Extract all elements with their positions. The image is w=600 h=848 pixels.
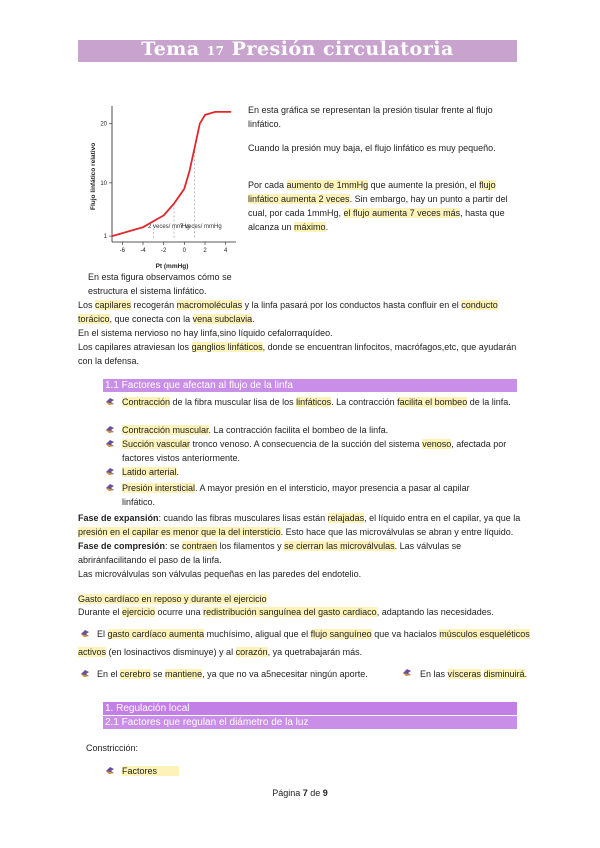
hand-bullet-icon (105, 397, 115, 406)
right-para-3: Por cada aumento de 1mmHg que aumente la presión, el flujo linfático aumenta 2 veces. Sin embargo, hay un punto a partir del cual, por cada 1mmHg, el flujo aumenta 7 veces más, hasta que alcanza un máximo. (248, 180, 508, 232)
factor-item: Contracción de la fibra muscular lisa de los linfáticos. La contracción facilita el bombeo de la linfa. (122, 397, 511, 407)
lymph-flow-chart (84, 100, 244, 272)
chart-x-tick-label: -4 (140, 248, 146, 254)
chart-xlabel: Pt (mmHg) (155, 263, 189, 270)
right-para-1: En esta gráfica se representan la presión tisular frente al flujo linfático. (248, 105, 493, 129)
chart-point (215, 111, 216, 112)
constriccion-label: Constricción: (86, 743, 139, 753)
chart-series-line (112, 112, 231, 236)
gasto-bullet-2: En el cerebro se mantiene, ya que no va a5necesitar ningún aporte. (97, 669, 368, 679)
body-para-capilares: Los capilares recogerán macromoléculas y la linfa pasará por los conductos hasta confluir en el conducto torácico, que conecta con la vena subclavia. (78, 300, 498, 324)
hand-bullet-icon (105, 467, 115, 476)
fase-compresion: Fase de compresión: se contraen los filamentos y se cierran las microválvulas. Las válvulas se abriránfacilitando el paso de la linfa. (78, 541, 462, 565)
hand-bullet-icon (80, 669, 90, 678)
chart-point (111, 236, 112, 237)
chart-point (204, 114, 205, 115)
fase-expansion: Fase de expansión: cuando las fibras musculares lisas están relajadas, el líquido entra en el capilar, ya que la presión en el capilar es menor que la del intersticio. Esto hace que las microválvulas se abran y entre líquido. (78, 513, 521, 537)
chart-point (163, 215, 164, 216)
chart-point (189, 170, 190, 171)
factores-item: Factores (122, 764, 179, 778)
chart-y-tick-label: 1 (103, 234, 107, 241)
body-para-nervioso: En el sistema nervioso no hay linfa,sino líquido cefalorraquídeo. (78, 328, 333, 338)
factor-item: Succión vascular tronco venoso. A consecuencia de la succión del sistema venoso, afectada por factores vistos anteriormente. (122, 439, 507, 463)
right-para-2: Cuando la presión muy baja, el flujo linfático es muy pequeño. (248, 143, 496, 153)
hand-bullet-icon (105, 483, 115, 492)
gasto-bullet-1-cont: activos (en losinactivos disminuye) y al corazón, ya quetrabajarán más. (78, 647, 363, 657)
body-para-ganglios: Los capilares atraviesan los ganglios linfáticos, donde se encuentran linfocitos, macrófagos,etc, que ayudarán con la defensa. (78, 342, 517, 366)
page-title (78, 38, 517, 60)
chart-point (142, 227, 143, 228)
section-heading-factores-diametro: 2.1 Factores que regulan el diámetro de la luz (103, 716, 517, 729)
chart-y-tick-label: 10 (100, 180, 107, 187)
factor-item: Contracción muscular. La contracción facilita el bombeo de la linfa. (122, 425, 389, 435)
chart-x-tick-label: 0 (182, 248, 187, 254)
chart-ylabel: Flujo linfático relativo (90, 142, 97, 210)
chart-point (230, 111, 231, 112)
hand-bullet-icon (105, 439, 115, 448)
hand-bullet-icon (105, 766, 115, 775)
chart-point (173, 203, 174, 204)
hand-bullet-icon (80, 629, 90, 638)
gasto-heading: Gasto cardíaco en reposo y durante el ejercicio (78, 594, 267, 604)
page-number: Página 7 de 9 (272, 788, 328, 798)
chart-annotation: 2 veces/ mmHg (148, 224, 190, 230)
chart-x-tick-label: -6 (119, 248, 126, 254)
section-heading-factores-flujo: 1.1 Factores que afectan al flujo de la linfa (103, 379, 517, 392)
chart-caption: En esta figura observamos cómo se estructura el sistema linfático. (88, 272, 232, 296)
factor-item: Presión intersticial. A mayor presión en el intersticio, mayor presencia a pasar al capilar linfático. (122, 483, 470, 507)
gasto-para: Durante el ejercicio ocurre una redistribución sanguínea del gasto cardiaco, adaptando las necesidades. (78, 607, 494, 617)
chart-point (184, 188, 185, 189)
hand-bullet-icon (105, 425, 115, 434)
section-heading-regulacion: 1. Regulación local (103, 702, 517, 715)
chart-x-tick-label: 2 (203, 248, 207, 254)
chart-point (194, 147, 195, 148)
microvalvulas-note: Las microválvulas son válvulas pequeñas en las paredes del endotelio. (78, 569, 362, 579)
gasto-bullet-1: El gasto cardíaco aumenta muchísimo, aligual que el flujo sanguíneo que va hacialos músculos esqueléticos (97, 629, 530, 639)
title-number: 17 (206, 44, 225, 58)
gasto-bullet-3: En las vísceras disminuirá. (420, 669, 528, 679)
title-prefix: Tema (141, 38, 200, 60)
chart-annotation: 7 veces/ mmHg (180, 224, 222, 230)
factor-item: Latido arterial. (122, 467, 180, 477)
title-main: Presión circulatoria (231, 38, 454, 60)
chart-y-tick-label: 20 (100, 121, 107, 128)
hand-bullet-icon (402, 668, 412, 677)
chart-x-tick-label: 4 (223, 248, 228, 254)
chart-point (199, 123, 200, 124)
chart-x-tick-label: -2 (160, 248, 167, 254)
